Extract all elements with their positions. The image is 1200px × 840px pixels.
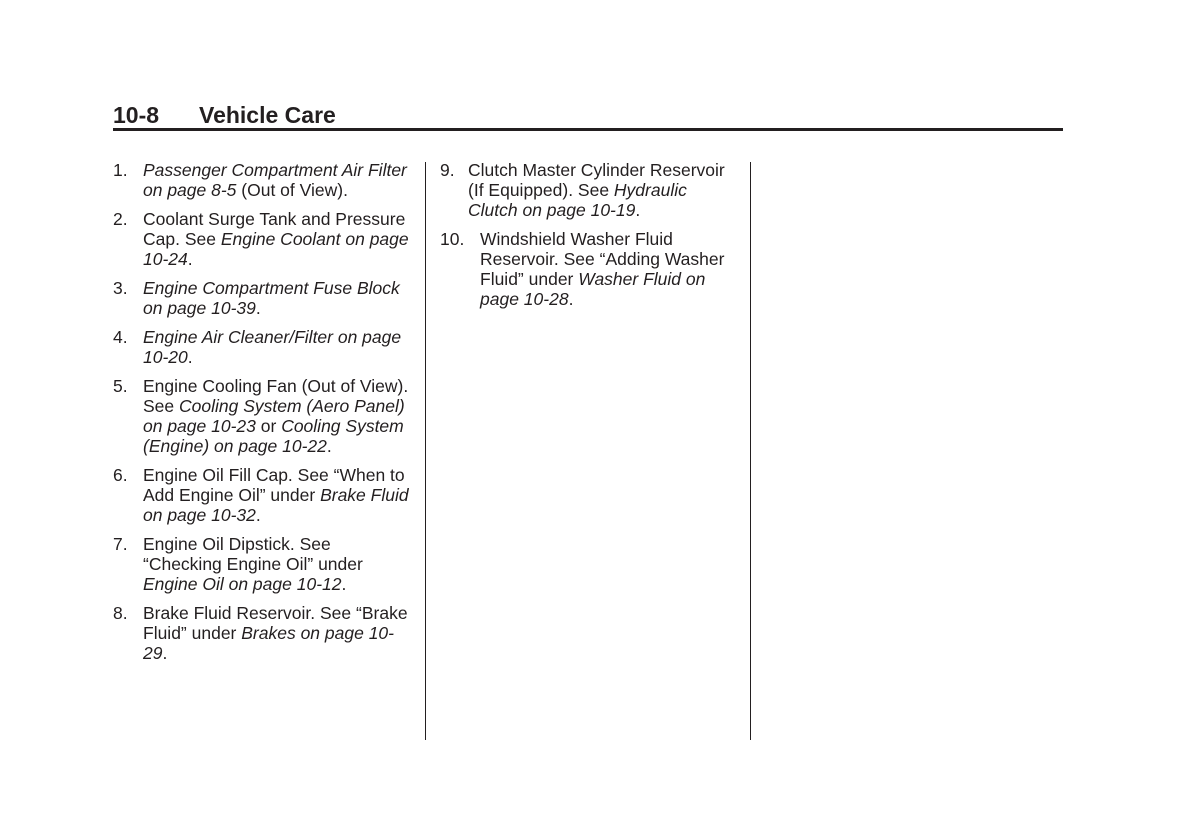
column-middle <box>440 160 740 318</box>
list-item <box>113 465 413 525</box>
item-text: Engine Compartment Fuse Block on page 10-39. <box>143 278 400 318</box>
item-text: Windshield Washer Fluid Reservoir. See “Adding Washer Fluid” under Washer Fluid on page 10-28. <box>480 229 725 309</box>
list-item <box>113 327 413 367</box>
list-item <box>113 278 413 318</box>
cross-reference: Engine Coolant on page 10-24 <box>143 229 409 269</box>
item-text: Brake Fluid Reservoir. See “Brake Fluid” under Brakes on page 10-29. <box>143 603 408 663</box>
item-number: 3. <box>113 278 128 298</box>
item-text: Passenger Compartment Air Filter on page 8-5 (Out of View). <box>143 160 407 200</box>
item-number: 7. <box>113 534 128 554</box>
cross-reference: Cooling System (Aero Panel) on page 10-23 <box>143 396 405 436</box>
page-number: 10-8 <box>113 102 160 128</box>
column-left <box>113 160 413 672</box>
header-rule <box>113 128 1063 131</box>
list-item <box>440 160 740 220</box>
item-text: Engine Oil Dipstick. See “Checking Engine Oil” under Engine Oil on page 10-12. <box>143 534 363 594</box>
cross-reference: Washer Fluid on page 10-28 <box>480 269 706 309</box>
list-item <box>440 229 740 309</box>
item-number: 6. <box>113 465 128 485</box>
cross-reference: Brakes on page 10-29 <box>143 623 394 663</box>
list-item <box>113 376 413 456</box>
item-text: Coolant Surge Tank and Pressure Cap. See Engine Coolant on page 10-24. <box>143 209 409 269</box>
item-number: 1. <box>113 160 128 180</box>
list-item <box>113 534 413 594</box>
item-number: 10. <box>440 229 465 249</box>
column-divider <box>425 162 426 740</box>
item-text: Engine Oil Fill Cap. See “When to Add Engine Oil” under Brake Fluid on page 10-32. <box>143 465 409 525</box>
cross-reference: Engine Oil on page 10-12 <box>143 574 342 594</box>
item-text: Engine Air Cleaner/Filter on page 10-20. <box>143 327 402 367</box>
item-number: 9. <box>440 160 455 180</box>
page-title: Vehicle Care <box>199 102 336 128</box>
item-number: 8. <box>113 603 128 623</box>
column-divider <box>750 162 751 740</box>
list-item <box>113 209 413 269</box>
cross-reference: Engine Compartment Fuse Block on page 10-39 <box>143 278 400 318</box>
list-item <box>113 160 413 200</box>
list-item <box>113 603 413 663</box>
item-number: 5. <box>113 376 128 396</box>
cross-reference: Passenger Compartment Air Filter on page 8-5 <box>143 160 407 200</box>
item-number: 2. <box>113 209 128 229</box>
item-text: Clutch Master Cylinder Reservoir (If Equipped). See Hydraulic Clutch on page 10-19. <box>468 160 725 220</box>
cross-reference: Cooling System (Engine) on page 10-22 <box>143 416 404 456</box>
cross-reference: Engine Air Cleaner/Filter on page 10-20 <box>143 327 402 367</box>
item-number: 4. <box>113 327 128 347</box>
item-text: Engine Cooling Fan (Out of View). See Cooling System (Aero Panel) on page 10-23 or Cooling System (Engine) on page 10-22. <box>143 376 409 456</box>
cross-reference: Brake Fluid on page 10-32 <box>143 485 409 525</box>
cross-reference: Hydraulic Clutch on page 10-19 <box>468 180 687 220</box>
